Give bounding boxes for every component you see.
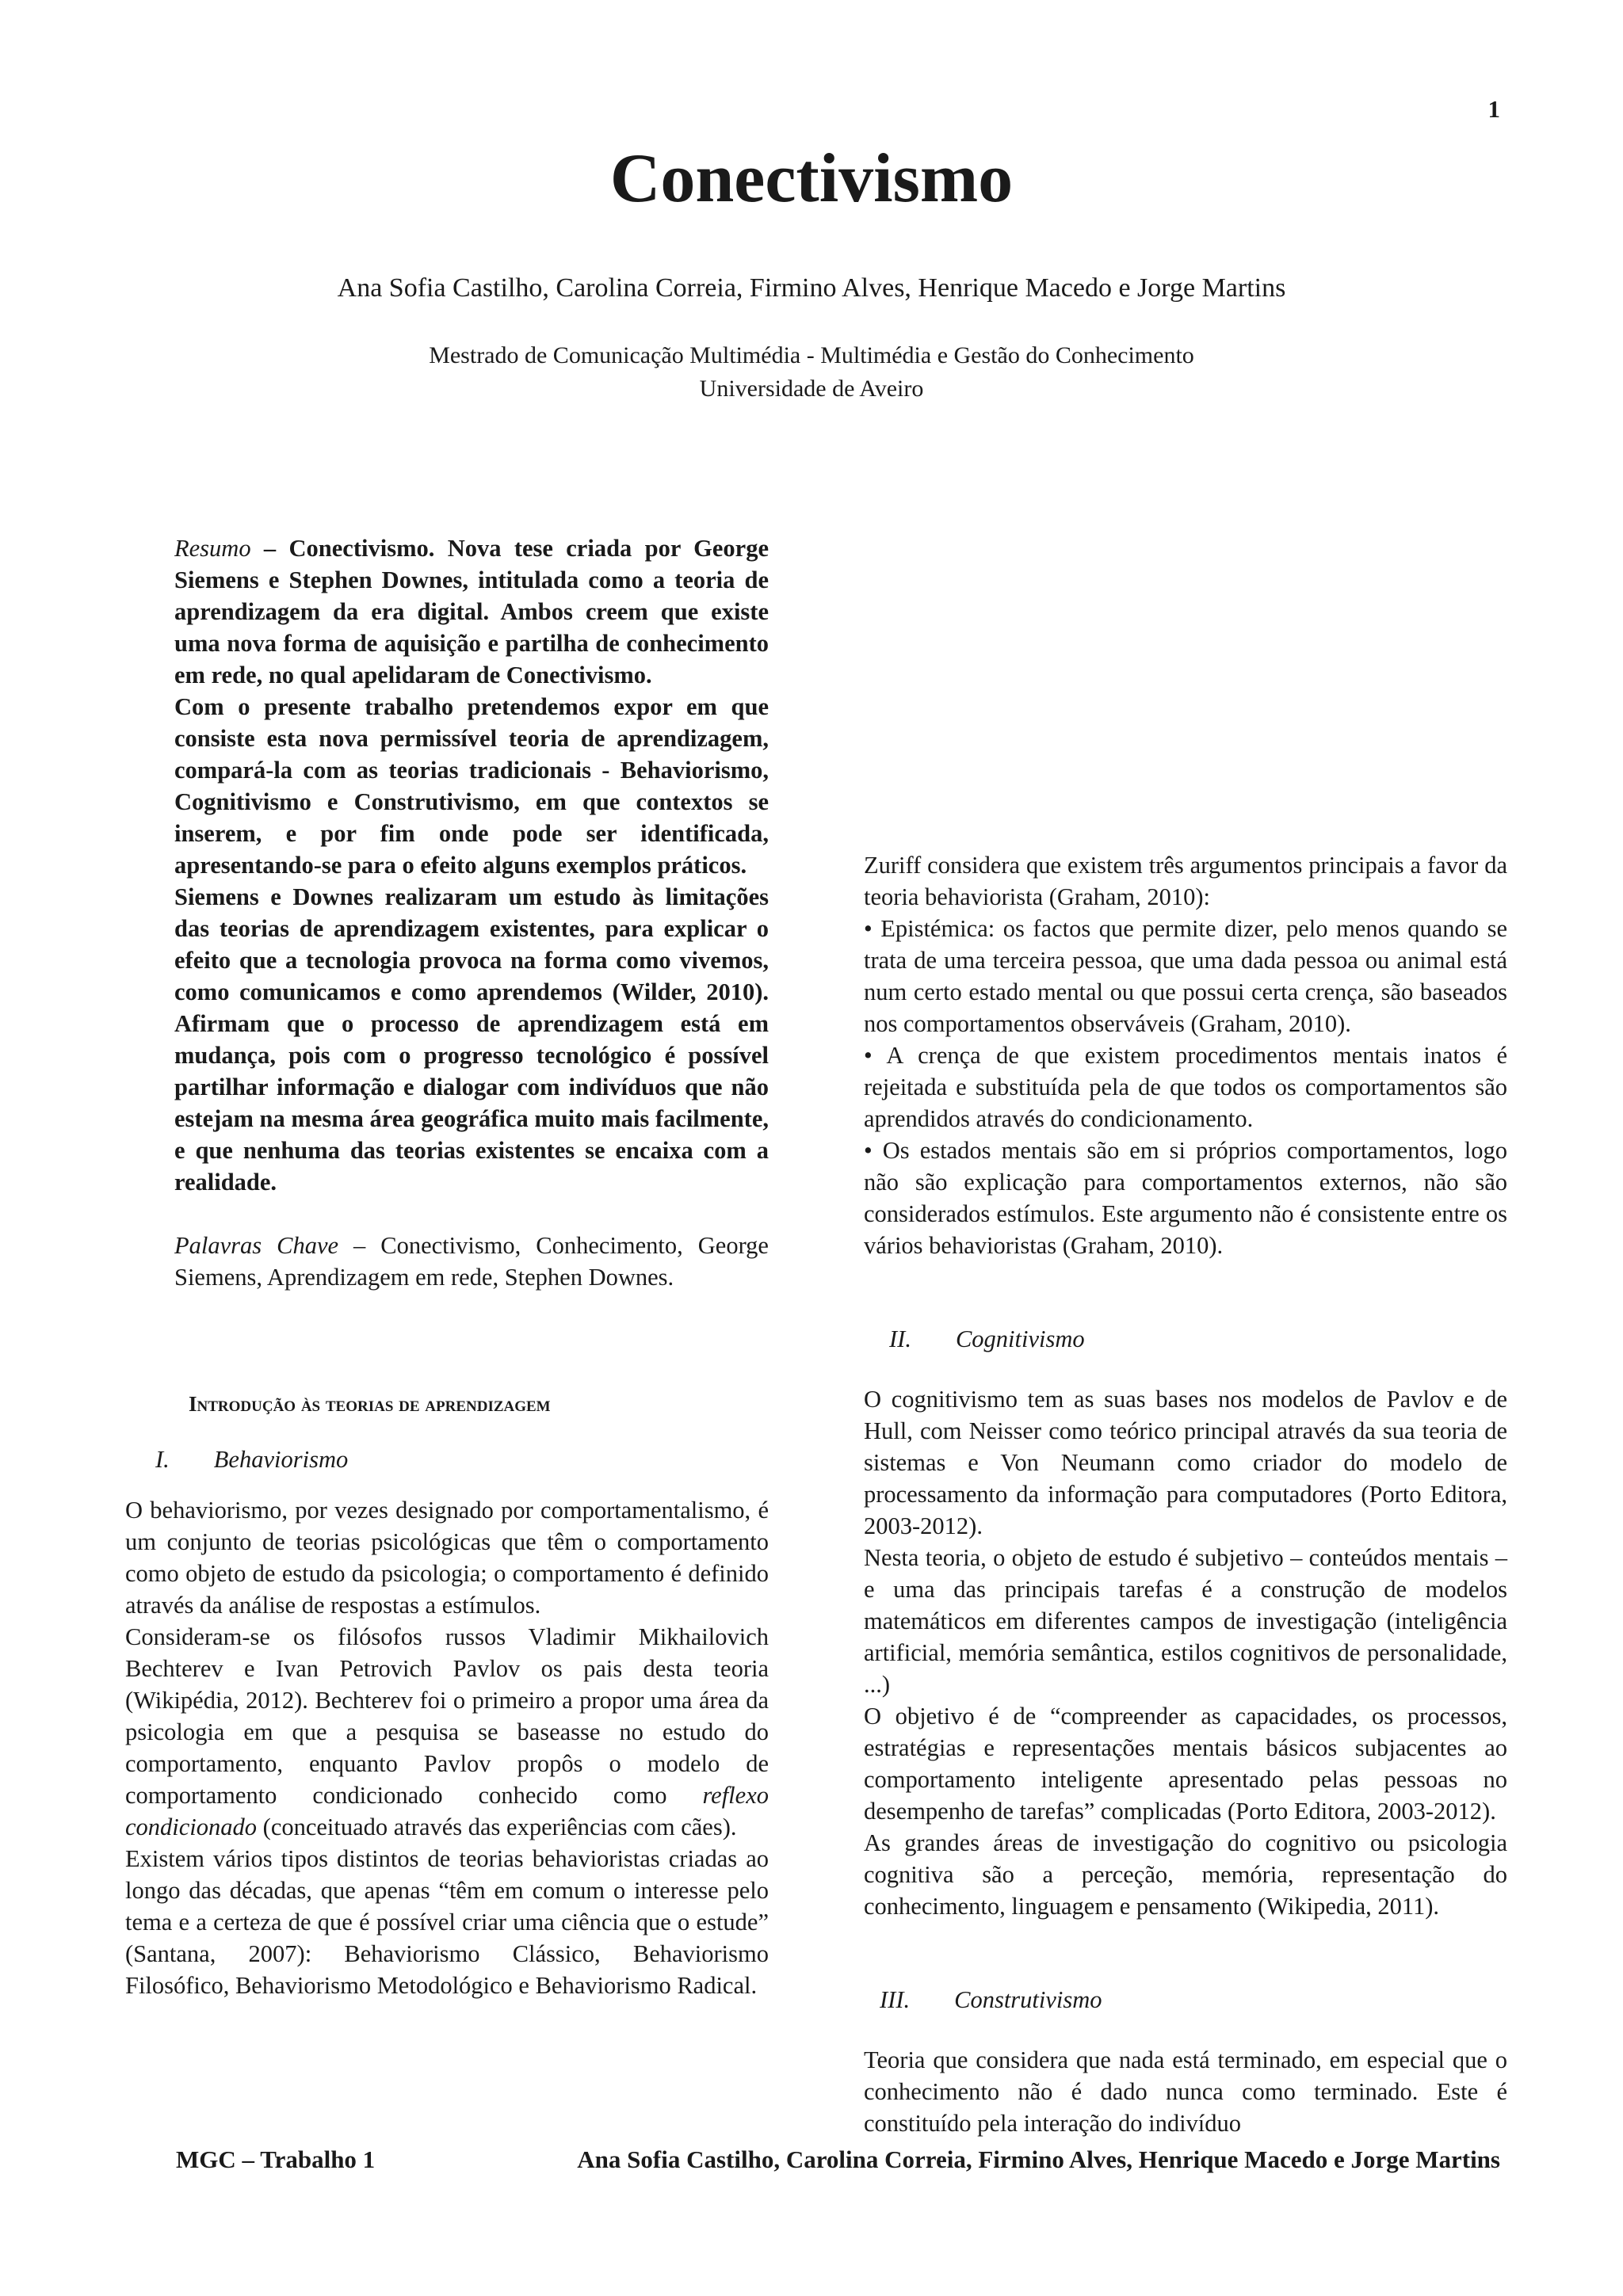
cognitivismo-paragraph-2: Nesta teoria, o objeto de estudo é subjetivo – conteúdos mentais – e uma das principais tarefas é a construção de modelos matemáticos em diferentes campos de investigação (inteligência artificial, memória semântica, estilos cognitivos de personalidade, ...) xyxy=(864,1544,1507,1698)
intro-heading: Introdução às teorias de aprendizagem xyxy=(189,1392,551,1416)
right-column xyxy=(864,532,1507,2139)
keywords-label: Palavras Chave xyxy=(174,1232,339,1259)
abstract xyxy=(125,532,769,1198)
section-heading-construtivismo: III. Construtivismo xyxy=(880,1986,1102,2013)
left-column xyxy=(125,532,769,2001)
bullet-procedimentos-inatos: • A crença de que existem procedimentos mentais inatos é rejeitada e substituída pela de que todos os comportamentos são aprendidos através do condicionamento. xyxy=(864,1042,1507,1132)
section-heading-cognitivismo: II. Cognitivismo xyxy=(889,1325,1085,1352)
construtivismo-paragraph-1: Teoria que considera que nada está terminado, em especial que o conhecimento não é dado nunca como terminado. Este é constituído pela interação do indivíduo xyxy=(864,2046,1507,2137)
abstract-paragraph-1: Resumo – Conectivismo. Nova tese criada por George Siemens e Stephen Downes, intitulada como a teoria de aprendizagem da era digital. Ambos creem que existe uma nova forma de aquisição e partilha de conhecimento em rede, no qual apelidaram de Conectivismo. xyxy=(174,535,769,688)
affiliation xyxy=(0,339,1623,406)
keywords: Palavras Chave – Conectivismo, Conhecimento, George Siemens, Aprendizagem em rede, Stephen Downes. xyxy=(174,1232,769,1291)
cognitivismo-paragraph-1: O cognitivismo tem as suas bases nos modelos de Pavlov e de Hull, com Neisser como teórico principal através da sua teoria de sistemas e Von Neumann como criador do modelo de processamento da informação para computadores (Porto Editora, 2003-2012). xyxy=(864,1386,1507,1539)
abstract-label: Resumo xyxy=(174,535,251,562)
affiliation-program: Mestrado de Comunicação Multimédia - Multimédia e Gestão do Conhecimento xyxy=(429,342,1194,368)
abstract-paragraph-2: Com o presente trabalho pretendemos expor em que consiste esta nova permissível teoria de aprendizagem, compará-la com as teorias tradicionais - Behaviorismo, Cognitivismo e Construtivismo, em que contextos se inserem, e por fim onde pode ser identificada, apresentando-se para o efeito alguns exemplos práticos. xyxy=(174,693,769,879)
paper-title: Conectivismo xyxy=(609,140,1014,217)
bullet-estados-mentais: • Os estados mentais são em si próprios comportamentos, logo não são explicação para comportamentos externos, não são considerados estímulos. Este argumento não é consistente entre os vários behavioristas (Graham, 2010). xyxy=(864,1137,1507,1259)
behaviorismo-paragraph-1: O behaviorismo, por vezes designado por comportamentalismo, é um conjunto de teorias psicológicas que têm o comportamento como objeto de estudo da psicologia; o comportamento é definido através da análise de respostas a estímulos. xyxy=(125,1497,769,1619)
author-list: Ana Sofia Castilho, Carolina Correia, Firmino Alves, Henrique Macedo e Jorge Martins xyxy=(337,273,1286,303)
behaviorismo-paragraph-4: Zuriff considera que existem três argumentos principais a favor da teoria behaviorista (Graham, 2010): xyxy=(864,852,1507,910)
footer-course: MGC – Trabalho 1 xyxy=(176,2145,376,2173)
behaviorismo-paragraph-3: Existem vários tipos distintos de teorias behavioristas criadas ao longo das décadas, que apenas “têm em comum o interesse pelo tema e a certeza de que é possível criar uma ciência que o estude” (Santana, 2007): Behaviorismo Clássico, Behaviorismo Filosófico, Behaviorismo Metodológico e Behaviorismo Radical. xyxy=(125,1845,769,1999)
affiliation-university: Universidade de Aveiro xyxy=(699,376,924,402)
page-number: 1 xyxy=(1487,95,1500,123)
section-heading-behaviorismo: I. Behaviorismo xyxy=(155,1446,349,1473)
cognitivismo-paragraph-3: O objetivo é de “compreender as capacidades, os processos, estratégias e representações mentais básicos subjacentes ao comportamento inteligente apresentado pelas pessoas no desempenho de tarefas” complicadas (Porto Editora, 2003-2012). xyxy=(864,1703,1507,1825)
behaviorismo-paragraph-2: Consideram-se os filósofos russos Vladimir Mikhailovich Bechterev e Ivan Petrovich Pavlov os pais desta teoria (Wikipédia, 2012). Bechterev foi o primeiro a propor uma área da psicologia em que a pesquisa se baseasse no estudo do comportamento, enquanto Pavlov propôs o modelo de comportamento condicionado conhecido como reflexo condicionado (conceituado através das experiências com cães). xyxy=(125,1623,769,1840)
footer-authors: Ana Sofia Castilho, Carolina Correia, Firmino Alves, Henrique Macedo e Jorge Martins xyxy=(577,2145,1500,2173)
cognitivismo-paragraph-4: As grandes áreas de investigação do cognitivo ou psicologia cognitiva são a perceção, memória, representação do conhecimento, linguagem e pensamento (Wikipedia, 2011). xyxy=(864,1829,1507,1920)
bullet-epistemica: • Epistémica: os factos que permite dizer, pelo menos quando se trata de uma terceira pessoa, que uma dada pessoa ou animal está num certo estado mental ou que possui certa crença, são baseados nos comportamentos observáveis (Graham, 2010). xyxy=(864,915,1507,1037)
abstract-paragraph-3: Siemens e Downes realizaram um estudo às limitações das teorias de aprendizagem existentes, para explicar o efeito que a tecnologia provoca na forma como vivemos, como comunicamos e como aprendemos (Wilder, 2010). Afirmam que o processo de aprendizagem está em mudança, pois com o progresso tecnológico é possível partilhar informação e dialogar com indivíduos que não estejam na mesma área geográfica muito mais facilmente, e que nenhuma das teorias existentes se encaixa com a realidade. xyxy=(174,883,769,1196)
